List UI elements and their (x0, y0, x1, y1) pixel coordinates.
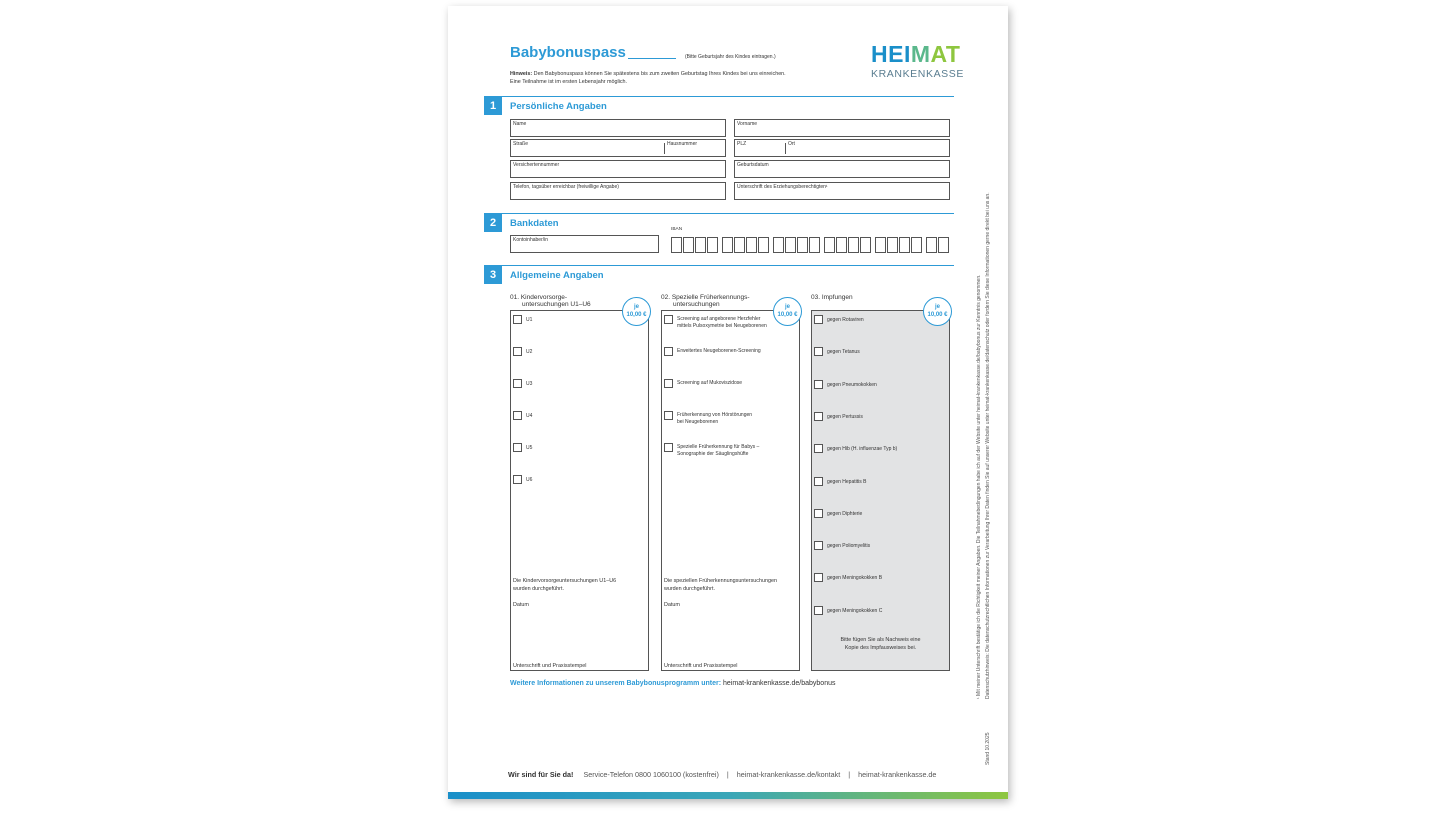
checkbox-label: gegen Meningokokken C (827, 607, 883, 614)
checkbox-label-line2: Sonographie der Säuglingshüfte (677, 451, 749, 457)
iban-digit-box[interactable] (836, 237, 847, 253)
form-title: Babybonuspass (510, 44, 626, 61)
checkbox-label: U6 (526, 477, 533, 483)
versichertennummer-field[interactable] (510, 160, 726, 178)
col2-confirm-line2: wurden durchgeführt. (664, 586, 715, 592)
checkbox[interactable] (814, 606, 823, 615)
footer (508, 770, 936, 779)
iban-digit-box[interactable] (887, 237, 898, 253)
telefon-field[interactable] (510, 182, 726, 200)
col2-title (661, 294, 750, 308)
col1-badge-line2: 10,00 € (626, 311, 647, 318)
col2-confirm (664, 577, 777, 593)
checkbox-label: gegen Rotaviren (827, 317, 864, 323)
vorname-field[interactable] (734, 119, 950, 137)
col2-confirm-line1: Die speziellen Früherkennungsuntersuchungen (664, 578, 777, 584)
checkbox-label: gegen Hib (H. influenzae Typ b) (827, 446, 898, 453)
checkbox-label: U5 (526, 445, 533, 451)
col3-price-badge (923, 297, 952, 326)
more-info (510, 680, 836, 687)
checkbox-label: gegen Hepatitis B (827, 478, 867, 485)
footer-site-link[interactable]: heimat-krankenkasse.de (858, 770, 937, 779)
checkbox[interactable] (814, 477, 823, 486)
iban-digit-box[interactable] (746, 237, 757, 253)
checkbox[interactable] (814, 541, 823, 550)
name-label: Name (513, 121, 527, 127)
hint-text (510, 71, 840, 86)
checkbox[interactable] (513, 443, 522, 452)
checkbox-label-line1: Spezielle Früherkennung für Babys – (677, 444, 760, 450)
iban-label: IBAN (671, 227, 683, 232)
checkbox[interactable] (664, 347, 673, 356)
unterschrift-field[interactable] (734, 182, 950, 200)
checkbox[interactable] (814, 412, 823, 421)
footer-phone: Service-Telefon 0800 1060100 (kostenfrei) (583, 770, 719, 779)
versichertennummer-label: Versichertennummer (513, 162, 560, 168)
col2-title-line2: untersuchungen (673, 301, 720, 308)
checkbox-label-line1: Früherkennung von Hörstörungen (677, 412, 753, 418)
iban-digit-box[interactable] (899, 237, 910, 253)
plz-label: PLZ (737, 141, 747, 147)
iban-digit-box[interactable] (926, 237, 937, 253)
section1-divider (484, 96, 954, 97)
hint-line2: Eine Teilnahme ist im ersten Lebensjahr möglich. (510, 78, 628, 85)
brand-gradient-bar (448, 792, 1008, 799)
section3-number: 3 (484, 266, 502, 284)
col1-date-label: Datum (513, 602, 529, 608)
checkbox-label-line1: Erweitertes Neugeborenen-Screening (677, 348, 761, 354)
footer-separator-1: | (726, 770, 729, 779)
strasse-label: Straße (513, 141, 529, 147)
checkbox[interactable] (664, 379, 673, 388)
col1-badge-line1: je (633, 304, 639, 310)
iban-digit-box[interactable] (695, 237, 706, 253)
iban-digit-box[interactable] (683, 237, 694, 253)
checkbox-label: gegen Pertussis (827, 413, 863, 420)
col3-note-line2: Kopie des Impfausweises bei. (844, 645, 917, 651)
col1-title-line2: untersuchungen U1–U6 (522, 301, 591, 308)
iban-digit-box[interactable] (722, 237, 733, 253)
checkbox[interactable] (664, 411, 673, 420)
col2-price-badge (773, 297, 802, 326)
checkbox-label-line1: Screening auf angeborene Herzfehler (677, 316, 761, 322)
checkbox[interactable] (814, 444, 823, 453)
iban-digit-box[interactable] (734, 237, 745, 253)
checkbox-label: U3 (526, 381, 533, 387)
logo-part1: HEI (871, 41, 911, 67)
col3-box (811, 310, 950, 671)
col3-badge-line2: 10,00 € (927, 311, 948, 318)
col1-confirm-line1: Die Kindervorsorgeuntersuchungen U1–U6 (513, 578, 617, 584)
col3-note (812, 636, 949, 652)
iban-digit-box[interactable] (824, 237, 835, 253)
form-page (448, 6, 1008, 799)
col2-badge-line2: 10,00 € (777, 311, 798, 318)
checkbox-label-line1: Screening auf Mukoviszidose (677, 380, 743, 386)
geburtsdatum-field[interactable] (734, 160, 950, 178)
logo-subtitle: KRANKENKASSE (871, 68, 964, 80)
checkbox-label: gegen Poliomyelitis (827, 543, 871, 550)
heimat-logo (871, 42, 960, 66)
checkbox-label: gegen Pneumokokken (827, 381, 877, 388)
col1-confirm (513, 577, 616, 593)
plz-ort-field[interactable] (734, 139, 950, 157)
logo-part3: AT (930, 41, 961, 67)
checkbox-label-line2: bei Neugeborenen (677, 419, 719, 425)
checkbox[interactable] (513, 347, 522, 356)
side-note-privacy: Datenschutzhinweis: Die datenschutzrechtlichen Informationen zur Verarbeitung Ihrer Daten finden Sie auf unserer Website unter heimat-krankenkasse.de/datenschutz oder fordern Sie diese Informationen gerne direkt bei uns an. (985, 192, 991, 699)
iban-digit-box[interactable] (797, 237, 808, 253)
hausnummer-label: Hausnummer (667, 141, 698, 147)
checkbox[interactable] (513, 411, 522, 420)
iban-digit-box[interactable] (758, 237, 769, 253)
checkbox-label: U4 (526, 413, 533, 419)
col1-signature-label: Unterschrift und Praxisstempel (513, 663, 587, 669)
col3-note-line1: Bitte fügen Sie als Nachweis eine (840, 637, 921, 643)
footer-lead: Wir sind für Sie da! (508, 770, 574, 779)
iban-digit-box[interactable] (938, 237, 949, 253)
col1-box (510, 310, 649, 671)
section2-divider (484, 213, 954, 214)
checkbox-label: gegen Tetanus (827, 349, 860, 356)
col2-badge-line1: je (784, 304, 790, 310)
checkbox[interactable] (513, 475, 522, 484)
checkbox[interactable] (814, 573, 823, 582)
section2-number: 2 (484, 214, 502, 232)
checkbox[interactable] (513, 379, 522, 388)
more-info-link[interactable]: heimat-krankenkasse.de/babybonus (723, 680, 836, 687)
iban-digit-box[interactable] (671, 237, 682, 253)
side-note-stand: Stand 10.2025 (985, 732, 991, 765)
checkbox-label-line2: mittels Pulsoxymetrie bei Neugeborenen (677, 323, 767, 329)
iban-digit-box[interactable] (860, 237, 871, 253)
hint-bold: Hinweis: (510, 71, 533, 77)
section3-title: Allgemeine Angaben (510, 270, 604, 281)
name-field[interactable] (510, 119, 726, 137)
hausnummer-divider (664, 141, 698, 154)
section3-divider (484, 265, 954, 266)
footer-contact-link[interactable]: heimat-krankenkasse.de/kontakt (736, 770, 841, 779)
vorname-label: Vorname (737, 121, 758, 127)
iban-digit-box[interactable] (707, 237, 718, 253)
iban-digit-box[interactable] (809, 237, 820, 253)
checkbox-label: U1 (526, 317, 533, 323)
more-info-heading: Weitere Informationen zu unserem Babybonusprogramm unter: (510, 680, 722, 687)
checkbox[interactable] (513, 315, 522, 324)
col2-title-line1: 02. Spezielle Früherkennungs- (661, 294, 750, 301)
ort-divider (785, 141, 795, 154)
section1-title: Persönliche Angaben (510, 101, 607, 112)
col3-title: 03. Impfungen (811, 294, 853, 301)
checkbox[interactable] (664, 315, 673, 324)
hint-line1: Den Babybonuspass können Sie spätestens bis zum zweiten Geburtstag Ihres Kindes bei uns einreichen. (532, 71, 786, 77)
col3-badge-line1: je (934, 304, 940, 310)
iban-digit-box[interactable] (848, 237, 859, 253)
checkbox-label: gegen Diphterie (827, 510, 863, 517)
col1-price-badge (622, 297, 651, 326)
checkbox[interactable] (814, 509, 823, 518)
iban-digit-box[interactable] (911, 237, 922, 253)
iban-digit-box[interactable] (773, 237, 784, 253)
ort-label: Ort (788, 141, 795, 147)
checkbox-label: U2 (526, 349, 533, 355)
kontoinhaber-field[interactable] (510, 235, 659, 253)
col1-confirm-line2: wurden durchgeführt. (513, 586, 564, 592)
checkbox[interactable] (814, 380, 823, 389)
checkbox[interactable] (664, 443, 673, 452)
col2-signature-label: Unterschrift und Praxisstempel (664, 663, 738, 669)
col1-title-line1: 01. Kindervorsorge- (510, 294, 568, 301)
kontoinhaber-label: Kontoinhaber/in (513, 237, 549, 243)
col2-date-label: Datum (664, 602, 680, 608)
geburtsdatum-label: Geburtsdatum (737, 162, 769, 168)
birth-year-note: (Bitte Geburtsjahr des Kindes eintragen.) (685, 54, 776, 60)
col2-box (661, 310, 800, 671)
checkbox[interactable] (814, 315, 823, 324)
iban-digit-box[interactable] (785, 237, 796, 253)
section2-title: Bankdaten (510, 218, 559, 229)
side-note-terms: ¹ Mit meiner Unterschrift bestätige ich die Richtigkeit meiner Angaben. Die Teilnahmebedingungen habe ich auf der Website unter heimat-krankenkasse.de/babybonus zur Kenntnis genommen. (976, 274, 982, 699)
section1-number: 1 (484, 97, 502, 115)
col1-title (510, 294, 591, 308)
telefon-label: Telefon, tagsüber erreichbar (freiwillige Angabe) (513, 184, 619, 190)
strasse-field[interactable] (510, 139, 726, 157)
checkbox-label: gegen Meningokokken B (827, 575, 883, 582)
iban-digit-box[interactable] (875, 237, 886, 253)
unterschrift-label: Unterschrift des Erziehungsberechtigten¹ (737, 184, 828, 190)
footer-separator-2: | (848, 770, 851, 779)
birth-year-line[interactable] (628, 58, 676, 59)
logo-part2: M (910, 41, 931, 67)
checkbox[interactable] (814, 347, 823, 356)
